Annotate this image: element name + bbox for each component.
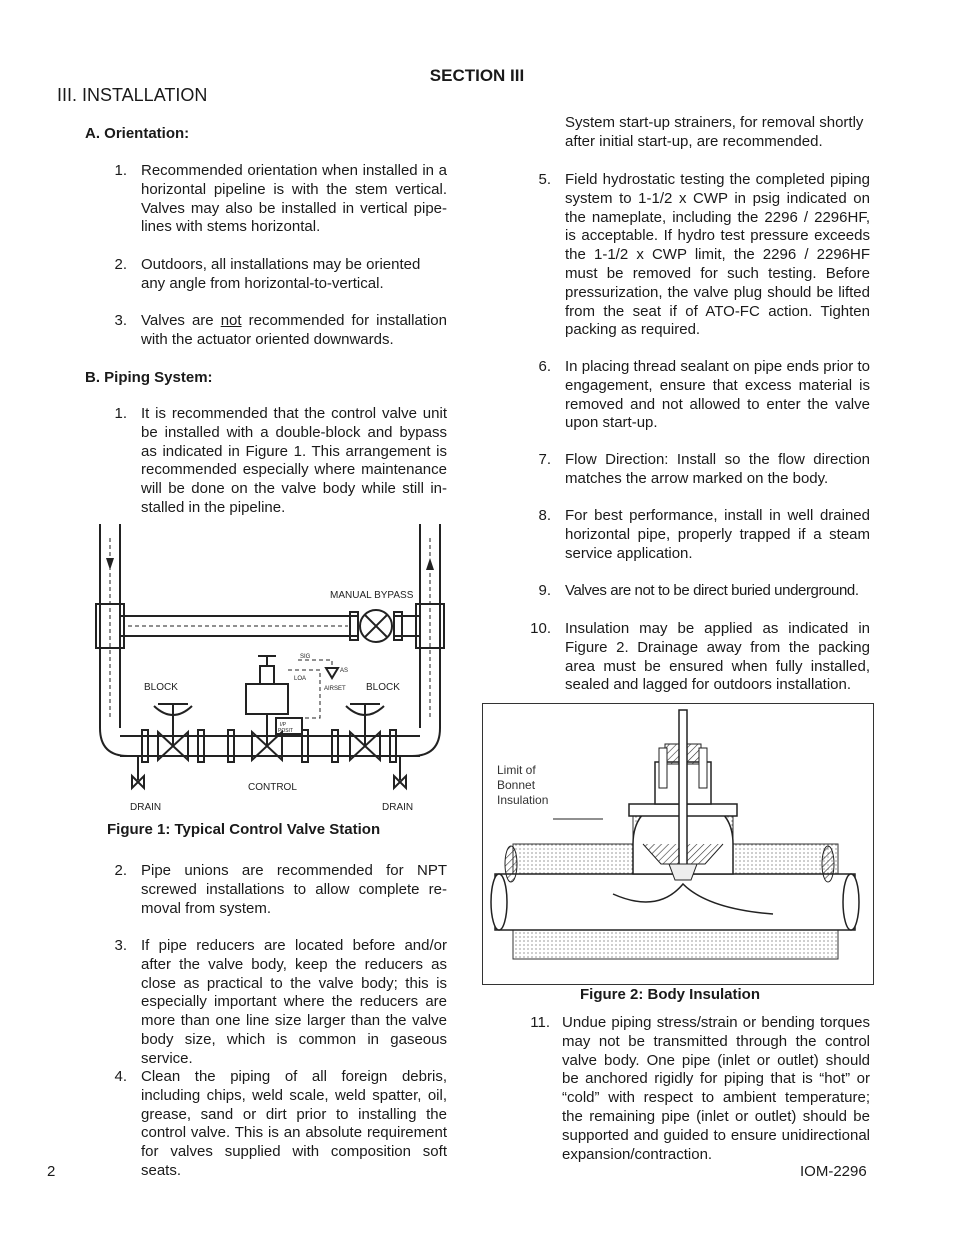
item-text: Insulation may be applied as indicated in Figure 2. Drainage away from the packing area must be ensured when fully installed, sealed and lagged for outdoors installation. [565, 620, 870, 694]
item-text: Undue piping stress/strain or bending torques may not be transmitted through the control valve body. One pipe (inlet or outlet) should be anchored rigidly for piping that is “hot” or “cold” with respect to ambient temperature; the remaining pipe (inlet or outlet) should be supported and guided to ensure unidirectional expansion/contraction. [562, 1014, 870, 1163]
figure2-frame [482, 703, 874, 985]
label-drain-left: DRAIN [130, 802, 162, 813]
item-number: 5. [538, 171, 551, 188]
emphasis-not: not [220, 312, 242, 329]
item-text: Pipe unions are recommended for NPT screwed installations to allow complete re-moval from system. [141, 862, 447, 917]
piping-heading: B. Piping System: [85, 369, 213, 386]
item-text: Recommended orientation when installed in a horizontal pipeline is with the stem vertical. Valves may also be installed in vertical pipe-lines with stems horizontal. [141, 162, 447, 236]
item-number: 10. [530, 620, 551, 637]
item-number: 1. [114, 405, 127, 422]
label-manual-bypass: MANUAL BYPASS [330, 590, 414, 601]
label-posit: POSIT [278, 728, 294, 734]
text-before: Valves are [141, 312, 221, 329]
item-text: System start-up strainers, for removal shortly after initial start-up, are recommended. [565, 114, 864, 150]
figure2-body-insulation [483, 704, 873, 984]
item-text: Field hydrostatic testing the completed piping system to 1-1/2 x CWP in psig indicated on the nameplate, including the 2296 / 2296HF, is acceptable. If hydro test pressure exceeds the 1-1/2 x CWP limit, the 2296 / 2296HF must be removed for such testing. Before pressurization, the valve plug should be lifted from the seat if of ATO-FC action. Tighten packing as required. [565, 171, 870, 339]
label-block-left: BLOCK [144, 682, 178, 693]
item-text: For best performance, install in well drained horizontal pipe, properly trapped if a steam service application. [565, 507, 870, 562]
item-text: It is recommended that the control valve unit be installed with a double-block and bypass as indicated in Figure 1. This arrangement is recommended especially where maintenance will be done on the valve body while still in-stalled in the pipeline. [141, 405, 447, 516]
item-number: 11. [530, 1014, 550, 1031]
document-id: IOM-2296 [800, 1163, 867, 1180]
item-number: 6. [538, 358, 551, 375]
section-heading: SECTION III [429, 66, 525, 85]
label-drain-right: DRAIN [382, 802, 414, 813]
label-loa: LOA [294, 676, 307, 682]
figure1-control-valve-station [88, 518, 460, 818]
text-after: recommended for installation with the actuator oriented downwards. [141, 312, 447, 348]
item-number: 3. [114, 312, 127, 329]
item-number: 9. [538, 582, 551, 599]
label-sig: SIG [300, 654, 311, 660]
item-text [141, 312, 447, 350]
label-limit-line2: Bonnet [497, 778, 536, 792]
label-control: CONTROL [248, 782, 297, 793]
item-number: 7. [538, 451, 551, 468]
figure2-caption: Figure 2: Body Insulation [580, 986, 761, 1003]
item-text: Clean the piping of all foreign debris, including chips, weld scale, weld spatter, oil, grease, sand or dirt prior to installing the control valve. This is an absolute requirement for valves supplied with composition soft seats. [141, 1068, 447, 1179]
item-text: If pipe reducers are located before and/or after the valve body, keep the reducers as close as practical to the valve body; this is especially important where the reducers are more than one line size larger than the valve body size, which is common in gaseous service. [141, 937, 447, 1067]
label-airset: AIRSET [324, 686, 346, 692]
item-text: Outdoors, all installations may be oriented any angle from horizontal-to-vertical. [141, 256, 421, 292]
item-number: 2. [114, 862, 127, 879]
label-limit-line1: Limit of [497, 763, 536, 777]
label-limit-line3: Insulation [497, 793, 549, 807]
figure1-caption: Figure 1: Typical Control Valve Station [107, 821, 381, 838]
item-number: 8. [538, 507, 551, 524]
item-number: 2. [114, 256, 127, 273]
page-number: 2 [47, 1163, 56, 1180]
item-text: In placing thread sealant on pipe ends prior to engagement, ensure that excess material is removed and not allowed to enter the valve upon start-up. [565, 358, 870, 432]
label-ip: I/P [280, 722, 287, 728]
label-as: AS [340, 668, 349, 674]
item-number: 1. [114, 162, 127, 179]
orientation-heading: A. Orientation: [85, 125, 190, 142]
item-text: Flow Direction: Install so the flow direction matches the arrow marked on the body. [565, 451, 870, 487]
installation-heading: III. INSTALLATION [57, 85, 208, 105]
item-number: 4. [114, 1068, 127, 1085]
label-block-right: BLOCK [366, 682, 400, 693]
item-number: 3. [114, 937, 127, 954]
item-text: Valves are not to be direct buried underground. [565, 582, 859, 599]
